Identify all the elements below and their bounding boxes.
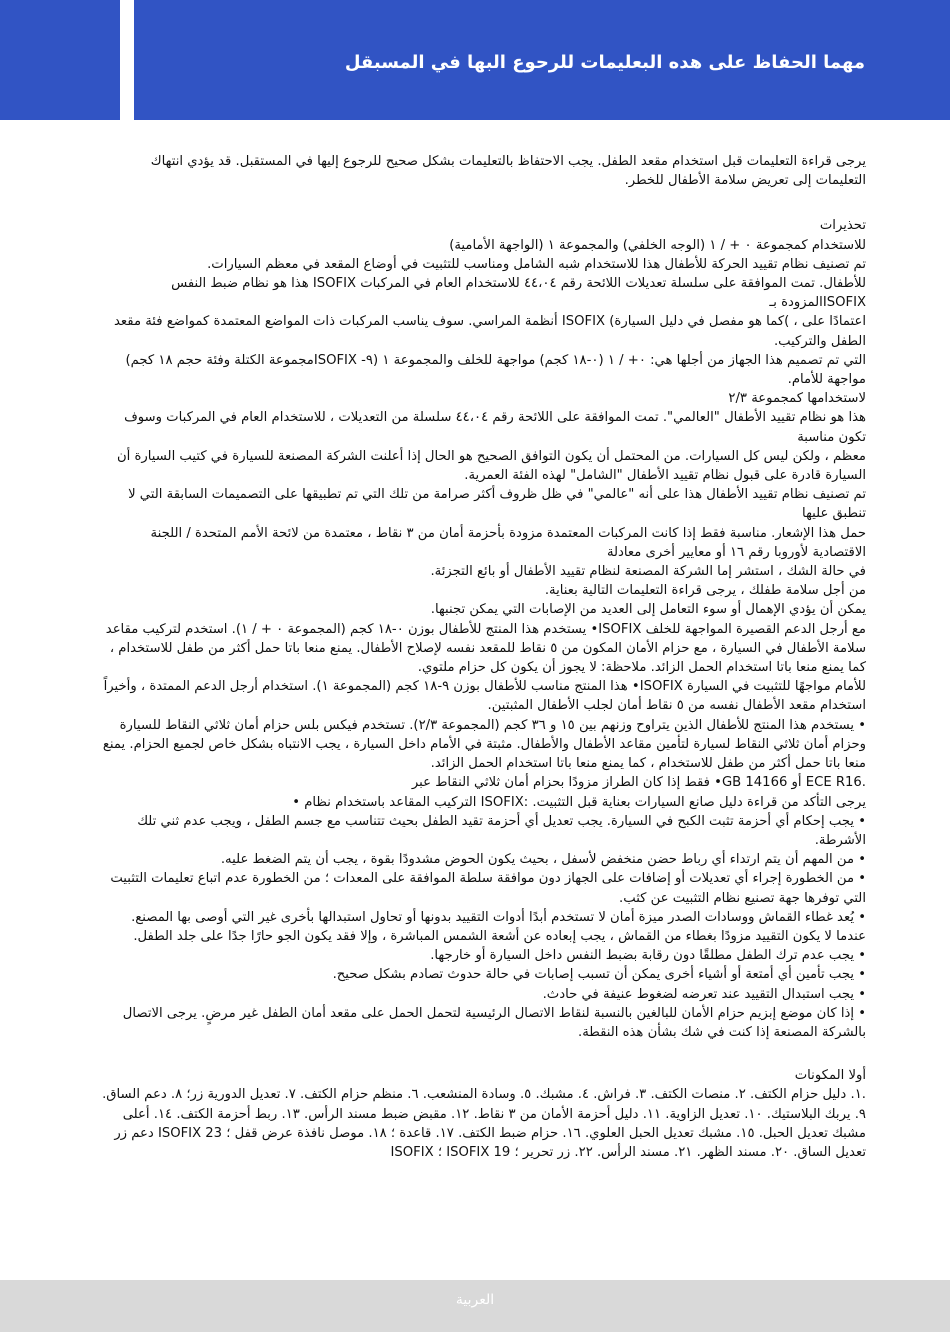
warning-paragraph: للأمام مواجهًا للتثبيت في السيارة ISOFIX• هذا المنتج مناسب للأطفال بوزن ٩-١٨ كجم (المجموعة ١). استخدام أرجل الدعم الممتدة ، وأخيراً استخدام مقعد الأطفال نفسه من ٥ نقاط أمان لجلب الأطفال المثبتين. bbox=[103, 679, 866, 714]
language-label: العربية bbox=[455, 1292, 495, 1308]
warning-paragraph: اعتمادًا على ، )كما هو مفصل في دليل السيارة) ISOFIX أنظمة المراسي. سوف يناسب المركبات ذات المواضع المعتمدة كمواضع فئة مقعد الطفل والتركيب. bbox=[113, 314, 866, 349]
components-list: .١. دليل حزام الكتف. ٢. منصات الكتف. ٣. فراش. ٤. مشبك. ٥. وسادة المنشعب. ٦. منظم حزام الكتف. ٧. تعديل الدورية زر؛ ٨. دعم الساق. ٩. يربك البلاستيك. ١٠. تعديل الزاوية. ١١. دليل أحزمة الأمان من ٣ نقاط. ١٢. مقبض ضبط مسند الرأس. ١٣. ربط أحزمة الكتف. ١٤. أعلى مشبك تعديل الحبل. ١٥. مشبك تعديل الحبل العلوي. ١٦. حزام ضبط الكتف. ١٧. قاعدة ؛ ١٨. موصل نافذة عرض قفل ؛ ISOFIX 23 دعم زر تعديل الساق. ٢٠. مسند الظهر. ٢١. مسند الرأس. ٢٢. زر تحرير ؛ ISOFIX 19 ؛ ISOFIX bbox=[102, 1087, 866, 1160]
warning-paragraph: يرجى التأكد من قراءة دليل صانع السيارات بعناية قبل التثبيت. :ISOFIX التركيب المقاعد باستخدام نظام • bbox=[292, 794, 866, 810]
warning-paragraph: • إذا كان موضع إبزيم حزام الأمان للبالغين بالنسبة لنقاط الاتصال الرئيسية لتحمل الحمل على مقعد أمان الطفل غير مرضٍ. يرجى الاتصال بالشركة المصنعة إذا كنت في شك بشأن هذه النقطة. bbox=[122, 1005, 866, 1040]
warnings-heading: تحذيرات bbox=[819, 218, 866, 234]
header-band bbox=[134, 0, 950, 120]
warning-paragraph: في حالة الشك ، استشر إما الشركة المصنعة لنظام تقييد الأطفال أو بائع التجزئة. bbox=[430, 564, 866, 580]
warning-paragraph: • يجب استبدال التقييد عند تعرضه لضغوط عنيفة في حادث. bbox=[542, 986, 866, 1002]
warning-paragraph: • يجب تأمين أي أمتعة أو أشياء أخرى يمكن أن تسبب إصابات في حالة حدوث تصادم بشكل صحيح. bbox=[332, 967, 866, 983]
warning-paragraph: تم تصنيف نظام تقييد الحركة للأطفال هذا للاستخدام شبه الشامل ومناسب للتثبيت في أوضاع المقعد في معظم السيارات. bbox=[207, 256, 866, 272]
warnings-section bbox=[98, 216, 866, 1042]
warning-paragraph: مع أرجل الدعم القصيرة المواجهة للخلف ISOFIX• يستخدم هذا المنتج للأطفال بوزن ٠-١٨ كجم (المجموعة ٠ + / ١). استخدم لتركيب مقاعد سلامة الأطفال في السيارة ، مع حزام الأمان المكون من ٥ نقاط للمقعد نفسه لإصلاح الأطفال. يمنع منعا باتا حمل أكثر من طفل للاستخدام ، كما يمنع منعا باتا استخدام الحمل الزائد. ملاحظة: لا يجوز أن يكون كل حزام ملتوي. bbox=[105, 621, 866, 676]
warning-paragraph: ISOFIXالمزودة بـ bbox=[769, 295, 866, 311]
warning-paragraph: • من الخطورة إجراء أي تعديلات أو إضافات على الجهاز دون موافقة سلطة الموافقة على المعدات ؛ من الخطورة عدم اتباع تعليمات التثبيت التي توفرها جهة تصنيع نظام التثبيت عن كثب. bbox=[110, 871, 866, 906]
header-accent-stripe bbox=[0, 0, 120, 120]
warning-paragraph: للاستخدام كمجموعة ٠ + / ١ (الوجه الخلفي) والمجموعة ١ (الواجهة الأمامية) bbox=[449, 237, 866, 253]
page-title: مهما الحفاظ على هده البعليمات للرحوع البها في المسبقل bbox=[344, 52, 865, 73]
warning-paragraph: معظم ، ولكن ليس كل السيارات. من المحتمل أن يكون التوافق الصحيح هو الحال إذا أعلنت الشركة المصنعة للسيارة في كتيب السيارة أن السيارة قادرة على قبول نظام تقييد الأطفال "الشامل" لهذه الفئة العمرية. bbox=[116, 448, 866, 484]
intro-paragraph: يرجى قراءة التعليمات قبل استخدام مقعد الطفل. يجب الاحتفاظ بالتعليمات بشكل صحيح للرجوع إليها في المستقبل. قد يؤدي انتهاك التعليمات إلى تعريض سلامة الأطفال للخطر. bbox=[150, 154, 866, 189]
warning-paragraph: هذا هو نظام تقييد الأطفال "العالمي". تمت الموافقة على اللائحة رقم ٤٤،٠٤ سلسلة من التعديلات ، للاستخدام العام في المركبات وسوف تكون مناسبة bbox=[124, 410, 866, 445]
warning-paragraph: التي تم تصميم هذا الجهاز من أجلها هي: ٠+ / ١ (٠-١٨ كجم) مواجهة للخلف والمجموعة ١ (٩- ISOFIXمجموعة الكتلة وفئة حجم ١٨ كجم) مواجهة للأمام. bbox=[125, 352, 866, 388]
warnings-list bbox=[98, 236, 866, 1043]
warning-paragraph: • يجب عدم ترك الطفل مطلقًا دون رقابة بضبط النفس داخل السيارة أو خارجها. bbox=[430, 948, 866, 964]
warning-paragraph: حمل هذا الإشعار. مناسبة فقط إذا كانت المركبات المعتمدة مزودة بأحزمة أمان من ٣ نقاط ، معتمدة من لائحة الأمم المتحدة / اللجنة الاقتصادية لأوروبا رقم ١٦ أو معايير أخرى معادلة bbox=[150, 525, 866, 560]
warning-paragraph: تم تصنيف نظام تقييد الأطفال هذا على أنه "عالمي" في ظل ظروف أكثر صرامة من تلك التي تم تطبيقها على التصميمات السابقة التي لا تنطبق عليها bbox=[128, 487, 866, 522]
header-divider bbox=[120, 0, 134, 120]
warning-paragraph: .ECE R16 أو GB 14166• فقط إذا كان الطراز مزودًا بحزام أمان ثلاثي النقاط عبر bbox=[411, 775, 866, 791]
warning-paragraph: للأطفال. تمت الموافقة على سلسلة تعديلات اللائحة رقم ٤٤،٠٤ للاستخدام العام في المركبات ISOFIX هذا هو نظام ضبط النفس bbox=[171, 276, 866, 292]
components-heading: أولا المكونات bbox=[794, 1068, 866, 1084]
footer-bar bbox=[0, 1280, 950, 1332]
warning-paragraph: يمكن أن يؤدي الإهمال أو سوء التعامل إلى العديد من الإصابات التي يمكن تجنبها. bbox=[430, 602, 866, 618]
warning-paragraph: من أجل سلامة طفلك ، يرجى قراءة التعليمات التالية بعناية. bbox=[544, 583, 866, 599]
document-body bbox=[98, 152, 866, 1186]
warning-paragraph: • يُعد غطاء القماش ووسادات الصدر ميزة أمان لا تستخدم أبدًا أدوات التقييد بدونها أو تحاول استبدالها بأخرى غير التي أوصى بها المصنع. عندما لا يكون التقييد مزودًا بغطاء من القماش ، يجب إبعاده عن أشعة الشمس المباشرة ، وإلا فقد يكون الجو حارًا جدًا على جلد الطفل. bbox=[131, 909, 866, 944]
warning-paragraph: • يجب إحكام أي أحزمة تثبت الكبح في السيارة. يجب تعديل أي أحزمة تقيد الطفل بحيث تتناسب مع جسم الطفل ، ويجب عدم ثني تلك الأشرطة. bbox=[137, 813, 866, 848]
warning-paragraph: • يستخدم هذا المنتج للأطفال الذين يتراوح وزنهم بين ١٥ و ٣٦ كجم (المجموعة ٢/٣). تستخدم فيكس بلس حزام أمان ثلاثي النقاط للسيارة وحزام أمان ثلاثي النقاط لسيارة لتأمين مقاعد الأطفال والأطفال. مثبتة في الأمام داخل السيارة ، يجب الانتباه بشكل خاص لجميع الحزام. يمنع منعا باتا حمل أكثر من طفل للاستخدام ، كما يمنع منعا باتا استخدام الحمل الزائد. bbox=[102, 717, 866, 772]
warning-paragraph: • من المهم أن يتم ارتداء أي رباط حضن منخفض لأسفل ، بحيث يكون الحوض مشدودًا بقوة ، يجب أن يتم الضغط عليه. bbox=[220, 852, 866, 868]
components-section bbox=[98, 1066, 866, 1162]
warning-paragraph: لاستخدامها كمجموعة ٢/٣ bbox=[728, 391, 866, 407]
